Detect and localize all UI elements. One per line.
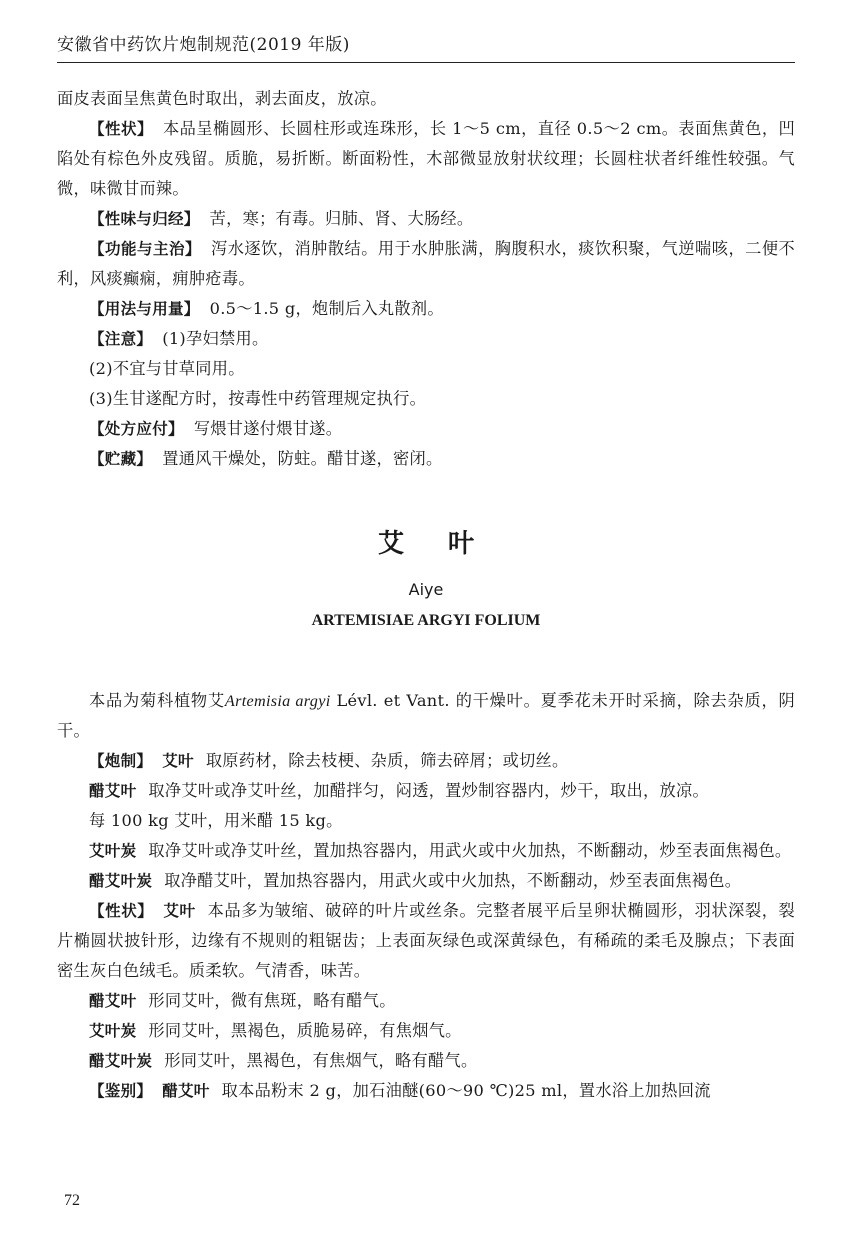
zhuyi-item-2: (2)不宜与甘草同用。 <box>89 359 245 378</box>
yongfa-paragraph <box>57 294 795 324</box>
running-header: 安徽省中药饮片炮制规范(2019 年版) <box>57 35 350 55</box>
jianbie-text: 取本品粉末 2 g，加石油醚(60～90 ℃)25 ml，置水浴上加热回流 <box>221 1081 711 1100</box>
zhucang-text: 置通风干燥处，防蛀。醋甘遂，密闭。 <box>162 449 443 468</box>
aiye-sublabel: 艾叶 <box>162 752 194 770</box>
jianbie-paragraph <box>57 1076 795 1106</box>
paozhi-aiye-text: 取原药材，除去枝梗、杂质，筛去碎屑；或切丝。 <box>205 751 569 770</box>
paozhi-cuaiye-paragraph <box>57 776 795 806</box>
xingwei-text: 苦，寒；有毒。归肺、肾、大肠经。 <box>209 209 474 228</box>
header-rule <box>57 62 795 63</box>
yongfa-label: 【用法与用量】 <box>89 300 200 318</box>
paozhi-label: 【炮制】 <box>89 752 153 770</box>
intro-pre: 本品为菊科植物艾 <box>89 691 225 710</box>
gongneng-label: 【功能与主治】 <box>89 240 202 258</box>
xingzhuang-cuaiyetan-sublabel: 醋艾叶炭 <box>89 1052 153 1070</box>
paozhi-cuaiyetan-text: 取净醋艾叶，置加热容器内，用武火或中火加热，不断翻动，炒至表面焦褐色。 <box>164 871 742 890</box>
paozhi-aiyetan-paragraph <box>57 836 795 866</box>
monograph-xingzhuang-label: 【性状】 <box>89 902 154 920</box>
paozhi-aiyetan-text: 取净艾叶或净艾叶丝，置加热容器内，用武火或中火加热，不断翻动，炒至表面焦褐色。 <box>148 841 792 860</box>
yongfa-text: 0.5～1.5 g，炮制后入丸散剂。 <box>209 299 444 318</box>
xingzhuang-aiyetan-text: 形同艾叶，黑褐色，质脆易碎，有焦烟气。 <box>148 1021 462 1040</box>
chufang-paragraph <box>57 414 795 444</box>
paozhi-cuaiyetan-paragraph <box>57 866 795 896</box>
page-number: 72 <box>64 1192 80 1209</box>
xingzhuang-aiyetan-paragraph <box>57 1016 795 1046</box>
chufang-label: 【处方应付】 <box>89 420 184 438</box>
xingzhuang-cuaiye-text: 形同艾叶，微有焦斑，略有醋气。 <box>148 991 396 1010</box>
gongneng-paragraph <box>57 234 795 294</box>
xingwei-paragraph <box>57 204 795 234</box>
xingzhuang-aiye-sublabel: 艾叶 <box>163 902 196 920</box>
xingzhuang-aiyetan-sublabel: 艾叶炭 <box>89 1022 137 1040</box>
cuaiyetan-sublabel: 醋艾叶炭 <box>89 872 153 890</box>
xingwei-label: 【性味与归经】 <box>89 210 200 228</box>
intro-paragraph <box>57 686 795 746</box>
xingzhuang-cuaiyetan-text: 形同艾叶，黑褐色，有焦烟气，略有醋气。 <box>164 1051 478 1070</box>
xingzhuang-aiye-paragraph <box>57 896 795 986</box>
paozhi-aiye-paragraph <box>57 746 795 776</box>
zhucang-paragraph <box>57 444 795 474</box>
paozhi-ratio-paragraph: 每 100 kg 艾叶，用米醋 15 kg。 <box>89 811 343 830</box>
xingzhuang-cuaiye-paragraph <box>57 986 795 1016</box>
continued-paragraph: 面皮表面呈焦黄色时取出，剥去面皮，放凉。 <box>57 89 387 108</box>
zhuyi-item-3: (3)生甘遂配方时，按毒性中药管理规定执行。 <box>89 389 427 408</box>
jianbie-cuaiye-sublabel: 醋艾叶 <box>162 1082 210 1100</box>
cuaiye-sublabel: 醋艾叶 <box>89 782 137 800</box>
monograph-latin-name: ARTEMISIAE ARGYI FOLIUM <box>311 612 541 629</box>
xingzhuang-aiye-text: 本品多为皱缩、破碎的叶片或丝条。完整者展平后呈卵状椭圆形，羽状深裂，裂片椭圆状披针形，边缘有不规则的粗锯齿；上表面灰绿色或深黄绿色，有稀疏的柔毛及腺点；下表面密生灰白色绒毛。质柔软。气清香，味苦。 <box>57 901 796 980</box>
zhuyi-label: 【注意】 <box>89 330 153 348</box>
zhucang-label: 【贮藏】 <box>89 450 153 468</box>
intro-post: Lévl. et Vant. 的干燥叶。夏季花未开时采摘，除去杂质，阴干。 <box>57 691 795 740</box>
xingzhuang-paragraph <box>57 114 795 204</box>
monograph-title: 艾叶 <box>377 529 518 559</box>
section-spacer <box>57 634 795 686</box>
jianbie-label: 【鉴别】 <box>89 1082 153 1100</box>
gongneng-text: 泻水逐饮，消肿散结。用于水肿胀满，胸腹积水，痰饮积聚，气逆喘咳，二便不利，风痰癫痫，痈肿疮毒。 <box>57 239 795 288</box>
xingzhuang-cuaiyetan-paragraph <box>57 1046 795 1076</box>
zhuyi-item-1: (1)孕妇禁用。 <box>162 329 269 348</box>
xingzhuang-cuaiye-sublabel: 醋艾叶 <box>89 992 137 1010</box>
xingzhuang-text: 本品呈椭圆形、长圆柱形或连珠形，长 1～5 cm，直径 0.5～2 cm。表面焦黄色，凹陷处有棕色外皮残留。质脆，易折断。断面粉性，木部微显放射状纹理；长圆柱状者纤维性较强。气微，味微甘而辣。 <box>57 119 795 198</box>
monograph-pinyin: Aiye <box>408 580 444 599</box>
page-body <box>57 84 795 1106</box>
zhuyi-paragraph <box>57 324 795 354</box>
paozhi-cuaiye-text: 取净艾叶或净艾叶丝，加醋拌匀，闷透，置炒制容器内，炒干，取出，放凉。 <box>148 781 709 800</box>
xingzhuang-label: 【性状】 <box>89 120 153 138</box>
intro-latin-species: Artemisia argyi <box>224 692 331 710</box>
aiyetan-sublabel: 艾叶炭 <box>89 842 137 860</box>
chufang-text: 写煨甘遂付煨甘遂。 <box>193 419 343 438</box>
